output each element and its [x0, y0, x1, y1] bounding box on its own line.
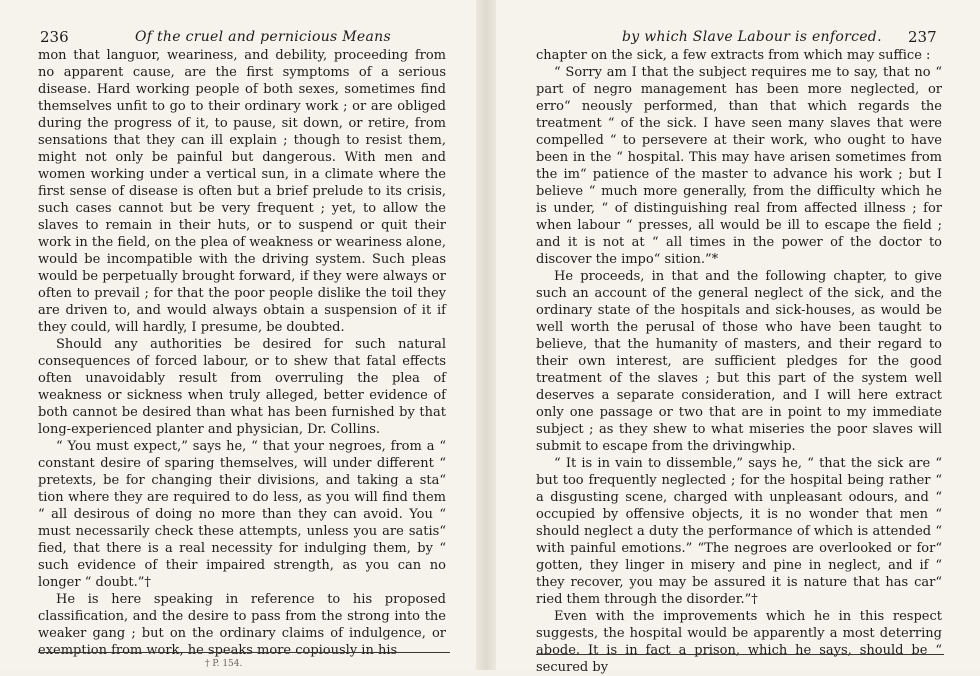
- paragraph: chapter on the sick, a few extracts from which may suffice :: [536, 48, 931, 63]
- paragraph: mon that languor, weariness, and debility, proceeding from no apparent cause, are the first symptoms of a serious disease. Hard working people of both sexes, sometimes find themselves unfit to go to their ordinary work ; or are obliged during the progress of it, to pause, sit down, or retire, from sensations that they can ill explain ; though to resist them, might not only be painful but dangerous. With men and women working under a vertical sun, in a climate where the first sense of disease is often but a brief prelude to its crisis, such cases cannot but be very frequent ; yet, to allow the slaves to remain in their huts, or to suspend or quit their work in the field, on the plea of weakness or weariness alone, would be incompatible with the driving system. Such pleas would be perpetually brought forward, if they were always or often to prevail ; for that the poor people dislike the toil they are driven to, and would always obtain a suspension of it if they could, will hardly, I presume, be doubted.: [38, 48, 446, 335]
- paragraph: He is here speaking in reference to his proposed classification, and the desire to pass from the strong into the weaker gang ; but on the ordinary claims of indulgence, or exemption from work, he speaks more copiously in his: [38, 592, 446, 658]
- footnote-fragment: † P. 154.: [205, 659, 243, 669]
- block-quote: “ It is in vain to dissemble,” says he, “ that the sick are “ but too frequently neglected ; for the hospital being rather “ a disgusting scene, charged with unpleasant odours, and “ occupied by offensive objects, it is no wonder that men “ should neglect a duty the performance of which is attended “ with painful emotions.” “The negroes are overlooked or for“ gotten, they linger in misery and pine in neglect, and if “ they recover, you may be assured it is nature that has car“ ried them through the disorder.”†: [536, 456, 942, 607]
- book-gutter: [476, 0, 496, 670]
- footnote-rule: [38, 652, 450, 653]
- right-running-head: by which Slave Labour is enforced.: [622, 29, 882, 45]
- footnote-rule: [536, 654, 944, 655]
- paragraph: Should any authorities be desired for such natural consequences of forced labour, or to shew that fatal effects often unavoidably result from overruling the plea of weakness or sickness when truly alleged, better evidence of both cannot be desired than what has been furnished by that long-experienced planter and physician, Dr. Collins.: [38, 337, 446, 437]
- paragraph: Even with the improvements which he in this respect suggests, the hospital would be apparently a most deterring abode. It is in fact a prison, which he says, should be “ secured by: [536, 609, 942, 675]
- right-page-body: [536, 47, 942, 676]
- block-quote: “ Sorry am I that the subject requires me to say, that no “ part of negro management has been more neglected, or erro“ neously performed, than that which regards the treatment “ of the sick. I have seen many slaves that were compelled “ to persevere at their work, who ought to have been in the “ hospital. This may have arisen sometimes from the im“ patience of the master to advance his work ; but I believe “ much more generally, from the difficulty which he is under, “ of distinguishing real from affected illness ; for when labour “ presses, all would be ill to escape the field ; and it is not at “ all times in the power of the doctor to discover the impo“ sition.”*: [536, 65, 942, 267]
- block-quote: “ You must expect,” says he, “ that your negroes, from a “ constant desire of sparing themselves, will under different “ pretexts, be for changing their divisions, and taking a sta“ tion where they are required to do less, as you will find them “ all desirous of doing no more than they can avoid. You “ must necessarily check these attempts, unless you are satis“ fied, that there is a real necessity for indulging them, by “ such evidence of their impaired strength, as you can no longer “ doubt.”†: [38, 439, 446, 590]
- left-page-body: [38, 47, 446, 659]
- left-running-head: Of the cruel and pernicious Means: [135, 29, 391, 45]
- right-page-number: 237: [908, 28, 937, 46]
- left-page-number: 236: [40, 28, 69, 46]
- right-page: [496, 0, 980, 675]
- paragraph: He proceeds, in that and the following chapter, to give such an account of the general neglect of the sick, and the ordinary state of the hospitals and sick-houses, as would be well worth the perusal of those who have been taught to believe, that the humanity of masters, and their regard to their own interest, are sufficient pledges for the good treatment of the slaves ; but this part of the system well deserves a separate consideration, and I will here extract only one passage or two that are in point to my immediate subject ; as they shew to what miseries the poor slaves will submit to escape from the drivingwhip.: [536, 269, 942, 454]
- left-page: [0, 0, 476, 670]
